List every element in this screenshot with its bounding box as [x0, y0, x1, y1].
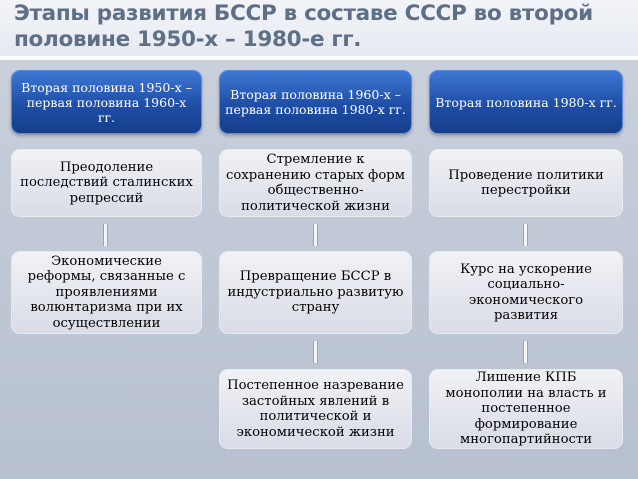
column-3-connector-1	[523, 224, 528, 246]
column-2-connector-2	[313, 341, 318, 363]
column-3-node-1: Проведение политики перестройки	[429, 149, 623, 217]
column-3-connector-2	[523, 341, 528, 363]
column-1-node-1: Преодоление последствий сталинских репрессий	[11, 149, 202, 217]
column-1-header: Вторая половина 1950-х – первая половина 1960-х гг.	[11, 70, 202, 134]
column-2-node-1: Стремление к сохранению старых форм общественно-политической жизни	[219, 149, 412, 217]
column-2-node-2: Превращение БССР в индустриально развитую страну	[219, 251, 412, 334]
column-1-node-2: Экономические реформы, связанные с проявлениями волюнтаризма при их осуществлении	[11, 251, 202, 334]
column-1-connector-1	[103, 224, 108, 246]
column-3-node-2: Курс на ускорение социально-экономического развития	[429, 251, 623, 334]
page-title: Этапы развития БССР в составе СССР во второй половине 1950-х – 1980-е гг.	[14, 1, 593, 52]
column-3-header: Вторая половина 1980-х гг.	[429, 70, 623, 134]
column-2-connector-1	[313, 224, 318, 246]
column-2-node-3: Постепенное назревание застойных явлений в политической и экономической жизни	[219, 369, 412, 449]
column-2-header: Вторая половина 1960-х – первая половина 1980-х гг.	[219, 70, 412, 134]
title-area	[0, 0, 638, 56]
column-3-node-3: Лишение КПБ монополии на власть и постепенное формирование многопартийности	[429, 369, 623, 449]
